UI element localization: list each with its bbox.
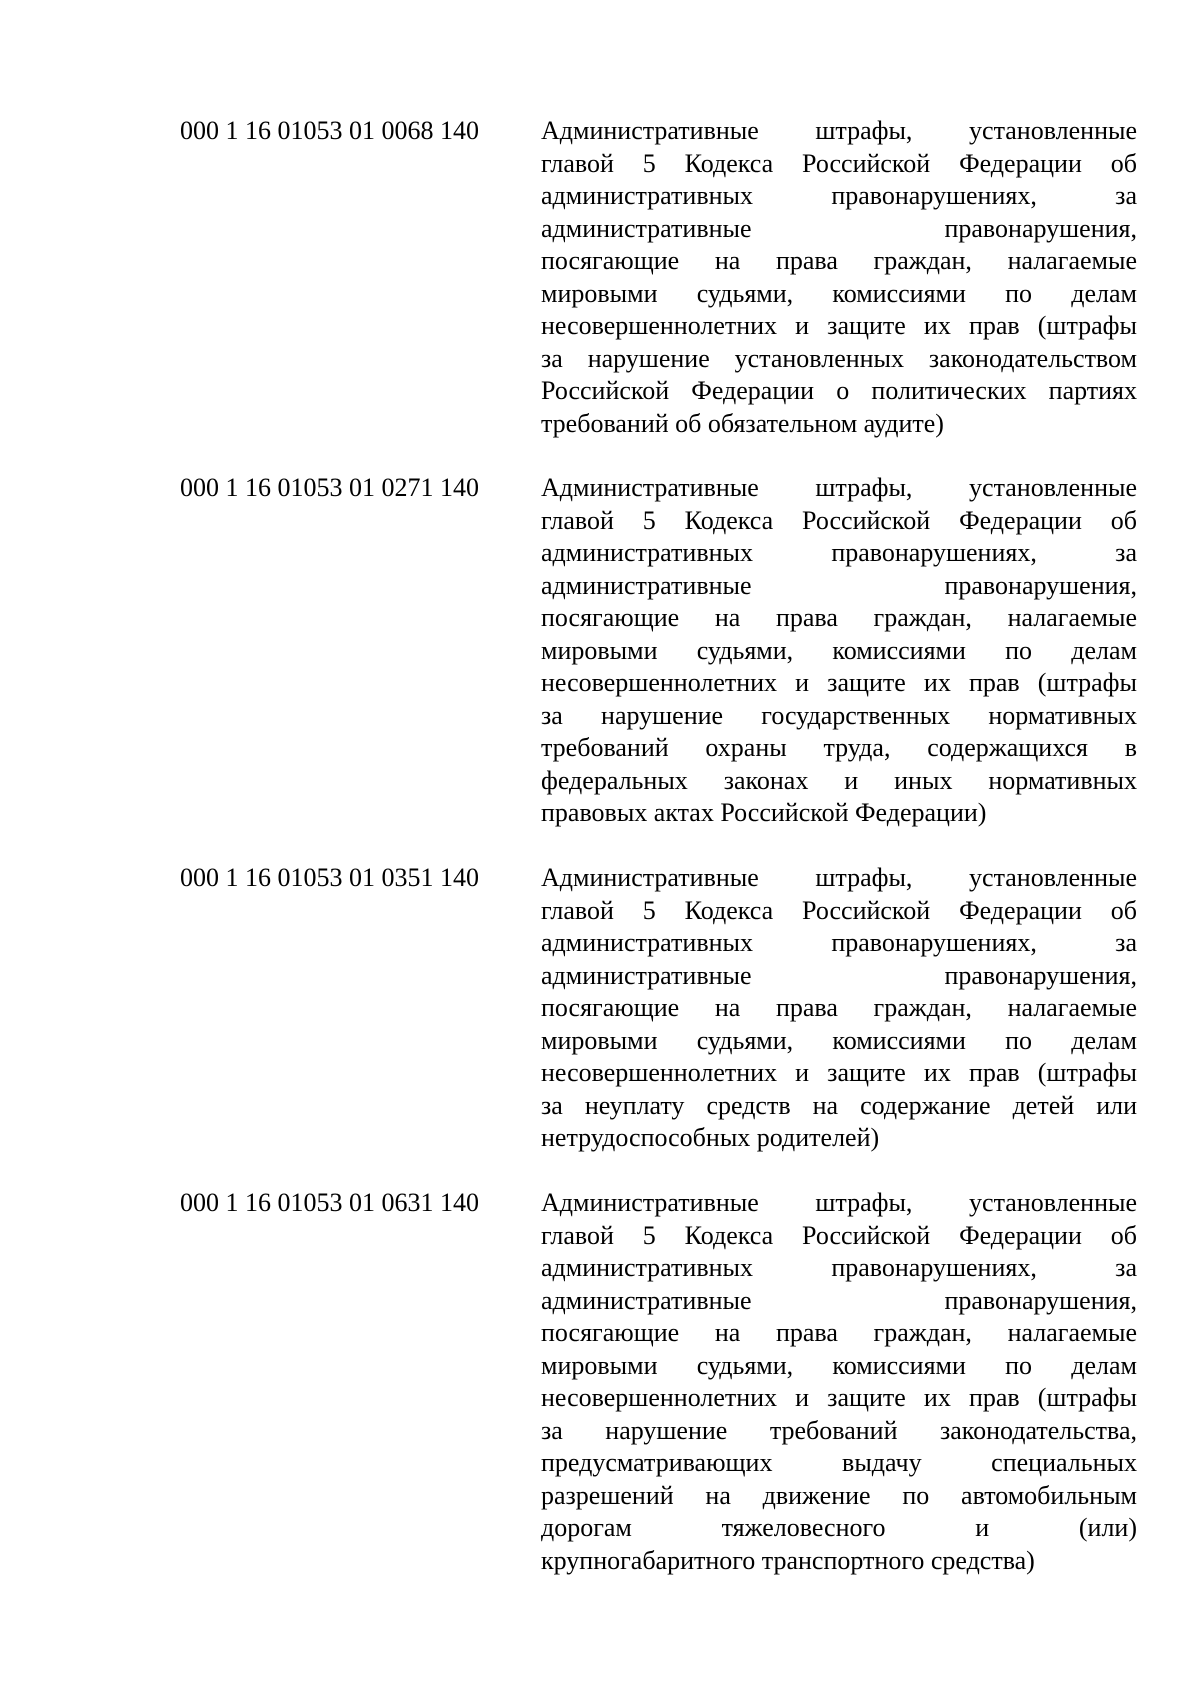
description-line: нетрудоспособных родителей) [541,1123,880,1152]
code-description [541,115,1137,440]
description-line: главой 5 Кодекса Российской Федерации об [541,505,1137,535]
description-line: посягающие на права граждан, налагаемые [541,993,1137,1022]
description-line: Российской Федерации о политических партиях [541,376,1137,405]
description-line: административных правонарушениях, за [541,538,1137,567]
description-line: федеральных законах и иных нормативных [541,765,1137,795]
description-line: за нарушение установленных законодательством [541,343,1137,373]
description-line: крупногабаритного транспортного средства) [541,1545,1035,1575]
description-line: несовершеннолетних и защите их прав (штрафы [541,1383,1137,1412]
description-line: Административные штрафы, установленные [541,1188,1137,1217]
description-line: административных правонарушениях, за [541,1253,1137,1282]
description-line: Административные штрафы, установленные [541,863,1137,892]
code-description [541,862,1137,1155]
description-line: Административные штрафы, установленные [541,116,1137,145]
budget-classification-code: 000 1 16 01053 01 0068 140 [180,116,479,145]
description-line: главой 5 Кодекса Российской Федерации об [541,895,1137,925]
description-line: за нарушение требований законодательства, [541,1415,1137,1445]
budget-classification-code: 000 1 16 01053 01 0271 140 [180,473,479,502]
description-line: посягающие на права граждан, налагаемые [541,603,1137,632]
description-line: административные правонарушения, [541,570,1137,600]
budget-classification-code: 000 1 16 01053 01 0631 140 [180,1188,479,1217]
code-description [541,1187,1137,1577]
budget-classification-code: 000 1 16 01053 01 0351 140 [180,863,479,892]
description-line: административных правонарушениях, за [541,181,1137,210]
description-line: предусматривающих выдачу специальных [541,1448,1137,1477]
description-line: за неуплату средств на содержание детей или [541,1090,1137,1120]
description-line: несовершеннолетних и защите их прав (штрафы [541,668,1137,697]
description-line: Административные штрафы, установленные [541,473,1137,502]
description-line: разрешений на движение по автомобильным [541,1480,1137,1510]
description-line: несовершеннолетних и защите их прав (штрафы [541,1058,1137,1087]
code-description [541,472,1137,830]
description-line: мировыми судьями, комиссиями по делам [541,278,1137,308]
description-line: административные правонарушения, [541,960,1137,990]
description-line: административных правонарушениях, за [541,928,1137,957]
description-line: посягающие на права граждан, налагаемые [541,1318,1137,1347]
description-line: главой 5 Кодекса Российской Федерации об [541,1220,1137,1250]
description-line: административные правонарушения, [541,213,1137,243]
description-line: административные правонарушения, [541,1285,1137,1315]
description-line: требований охраны труда, содержащихся в [541,733,1137,762]
description-line: за нарушение государственных нормативных [541,700,1137,730]
description-line: несовершеннолетних и защите их прав (штрафы [541,311,1137,340]
description-line: мировыми судьями, комиссиями по делам [541,1350,1137,1380]
description-line: мировыми судьями, комиссиями по делам [541,635,1137,665]
description-line: правовых актах Российской Федерации) [541,798,987,827]
description-line: мировыми судьями, комиссиями по делам [541,1025,1137,1055]
description-line: посягающие на права граждан, налагаемые [541,246,1137,275]
description-line: дорогам тяжеловесного и (или) [541,1513,1137,1542]
description-line: главой 5 Кодекса Российской Федерации об [541,148,1137,178]
description-line: требований об обязательном аудите) [541,408,944,438]
